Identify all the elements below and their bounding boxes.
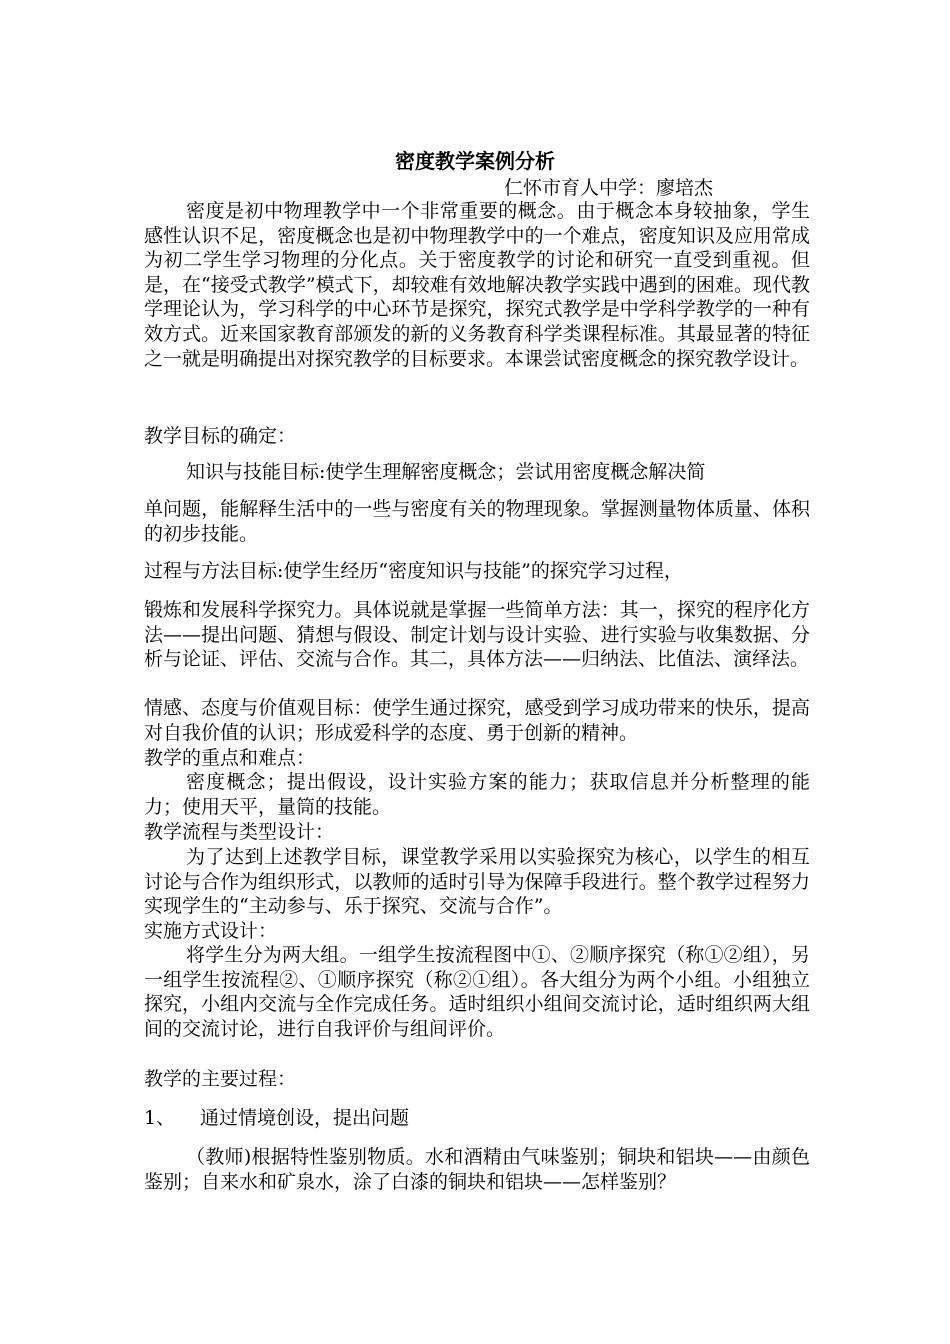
list-item [144, 1106, 810, 1131]
knowledge-goal-rest: 单问题，能解释生活中的一些与密度有关的物理现象。掌握测量物体质量、体积的初步技能。 [144, 498, 810, 545]
intro-paragraph: 密度是初中物理教学中一个非常重要的概念。由于概念本身较抽象，学生感性认识不足，密度概念也是初中物理教学中的一个难点，密度知识及应用常成为初二学生学习物理的分化点。关于密度教学的讨论和研究一直受到重视。但是，在“接受式教学”模式下，却较难有效地解决教学实践中遇到的困难。现代教学理论认为，学习科学的中心环节是探究，探究式教学是中学科学教学的一种有效方式。近来国家教育部颁发的新的义务教育科学类课程标准。其最显著的特征之一就是明确提出对探究教学的目标要求。本课尝试密度概念的探究教学设计。 [144, 200, 810, 370]
process-goal-line1: 过程与方法目标:使学生经历“密度知识与技能”的探究学习过程， [144, 560, 683, 582]
key-points-heading: 教学的重点和难点： [144, 747, 316, 769]
flow-text: 为了达到上述教学目标，课堂教学采用以实验探究为核心，以学生的相互讨论与合作为组织形式，以教师的适时引导为保障手段进行。整个教学过程努力实现学生的“主动参与、乐于探究、交流与合作”。 [144, 846, 810, 918]
key-points-text: 密度概念；提出假设，设计实验方案的能力；获取信息并分析整理的能力；使用天平，量筒的技能。 [144, 771, 810, 818]
main-process-heading: 教学的主要过程： [144, 1068, 297, 1090]
list-item-number: 1、 [144, 1107, 176, 1129]
implementation-text: 将学生分为两大组。一组学生按流程图中①、②顺序探究（称①②组），另一组学生按流程②、①顺序探究（称②①组）。各大组分为两个小组。小组独立探究，小组内交流与全作完成任务。适时组织小组间交流讨论，适时组织两大组间的交流讨论，进行自我评价与组间评价。 [144, 944, 810, 1040]
list-item-text: 通过情境创设，提出问题 [200, 1107, 410, 1129]
goals-heading: 教学目标的确定： [144, 425, 297, 447]
flow-heading: 教学流程与类型设计： [144, 821, 335, 843]
emotion-goal: 情感、态度与价值观目标：使学生通过探究，感受到学习成功带来的快乐，提高对自我价值的认识；形成爱科学的态度、勇于创新的精神。 [144, 697, 810, 744]
process-goal-rest: 锻炼和发展科学探究力。具体说就是掌握一些简单方法：其一，探究的程序化方法——提出问题、猜想与假设、制定计划与设计实验、进行实验与收集数据、分析与论证、评估、交流与合作。其二，具体方法——归纳法、比值法、演绎法。 [144, 599, 810, 671]
document-author: 仁怀市育人中学：廖培杰 [504, 177, 714, 199]
implementation-heading: 实施方式设计： [144, 920, 278, 942]
knowledge-goal-line1: 知识与技能目标:使学生理解密度概念；尝试用密度概念解决简 [186, 461, 706, 483]
document-title: 密度教学案例分析 [395, 149, 555, 173]
teacher-paragraph: （教师)根据特性鉴别物质。水和酒精由气味鉴别；铜块和铝块——由颜色鉴别；自来水和矿泉水，涂了白漆的铜块和铝块——怎样鉴别？ [144, 1146, 810, 1193]
